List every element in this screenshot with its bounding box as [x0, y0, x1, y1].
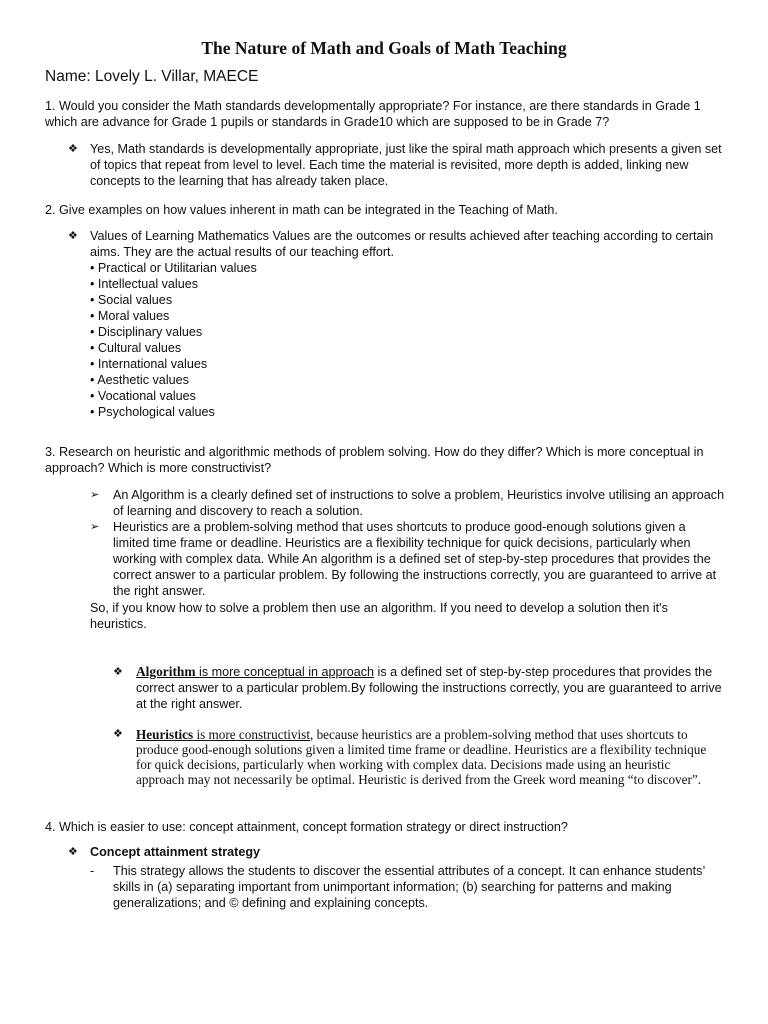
diamond-bullet-icon: ❖	[68, 229, 78, 242]
list-item: • Disciplinary values	[90, 325, 203, 339]
values-list	[90, 260, 730, 420]
diamond-bullet-icon: ❖	[68, 142, 78, 155]
heuristics-text: , because heuristics are a problem-solving method that uses shortcuts to produce good-enough solutions given a limited time frame or deadline. Heuristics are a flexibility technique for quick decisions, particularly when working with complex data. Decisions made using an heuristic approach may not necessarily be optimal. Heuristic is derived from the Greek word meaning “to discover”.	[136, 727, 707, 787]
algorithm-term: Algorithm	[136, 664, 196, 679]
strategy-text: This strategy allows the students to discover the essential attributes of a concept. It can enhance students’ skills in (a) separating important from unimportant information; (b) searching for patterns and making generalizations; and © defining and explaining concepts.	[113, 864, 705, 910]
document-title: The Nature of Math and Goals of Math Teaching	[201, 38, 567, 58]
question-4: 4. Which is easier to use: concept attainment, concept formation strategy or direct instruction?	[45, 820, 568, 834]
list-item: • Social values	[90, 293, 173, 307]
answer-2	[90, 228, 730, 420]
heuristics-paragraph	[136, 727, 721, 787]
algorithm-paragraph	[136, 664, 726, 712]
answer-1: Yes, Math standards is developmentally appropriate, just like the spiral math approach which presents a given set of topics that repeat from level to level. Each time the material is revisited, more depth is added, linking new concepts to the learning that has already taken place.	[90, 142, 722, 188]
list-item: • Cultural values	[90, 341, 182, 355]
strategy-heading: Concept attainment strategy	[90, 845, 261, 859]
answer-2-text: Values of Learning Mathematics Values are the outcomes or results achieved after teaching according to certain aims. They are the actual results of our teaching effort.	[90, 229, 714, 259]
heuristics-phrase: is more constructivist	[193, 727, 310, 742]
list-item: • Vocational values	[90, 389, 196, 403]
list-item: • Aesthetic values	[90, 373, 189, 387]
diamond-bullet-icon: ❖	[113, 665, 123, 678]
list-item: • Moral values	[90, 309, 170, 323]
question-3: 3. Research on heuristic and algorithmic methods of problem solving. How do they differ? Which is more conceptual in approach? Which is more constructivist?	[45, 445, 704, 475]
dash-bullet: -	[90, 864, 95, 878]
point-1: An Algorithm is a clearly defined set of instructions to solve a problem, Heuristics involve utilising an approach of learning and discovery to reach a solution.	[113, 488, 725, 518]
list-item: • Psychological values	[90, 405, 215, 419]
point-2: Heuristics are a problem-solving method that uses shortcuts to produce good-enough solutions given a limited time frame or deadline. Heuristics are a flexibility technique for quick decisions, particularly when working with complex data. While An algorithm is a defined set of step-by-step procedures that provides the correct answer to a particular problem. By following the instructions correctly, you are guaranteed to arrive at the right answer.	[113, 520, 717, 598]
author-name: Name: Lovely L. Villar, MAECE	[45, 68, 259, 85]
list-item: • International values	[90, 357, 208, 371]
arrow-bullet-icon: ➢	[90, 520, 100, 533]
diamond-bullet-icon: ❖	[68, 845, 78, 858]
question-1: 1. Would you consider the Math standards developmentally appropriate? For instance, are there standards in Grade 1 which are advance for Grade 1 pupils or standards in Grade10 which are supposed to be in Grade 7?	[45, 99, 701, 129]
algorithm-text: is a defined set of step-by-step procedures that provides the correct answer to a particular problem.By following the instructions correctly, you are guaranteed to arrive at the right answer.	[136, 665, 722, 711]
summary-text: So, if you know how to solve a problem then use an algorithm. If you need to develop a solution then it's heuristics.	[90, 601, 668, 631]
heuristics-term: Heuristics	[136, 727, 194, 742]
list-item: • Practical or Utilitarian values	[90, 261, 257, 275]
list-item: • Intellectual values	[90, 277, 199, 291]
arrow-bullet-icon: ➢	[90, 488, 100, 501]
question-2: 2. Give examples on how values inherent in math can be integrated in the Teaching of Math.	[45, 203, 558, 217]
diamond-bullet-icon: ❖	[113, 727, 123, 740]
algorithm-phrase: is more conceptual in approach	[195, 665, 375, 679]
